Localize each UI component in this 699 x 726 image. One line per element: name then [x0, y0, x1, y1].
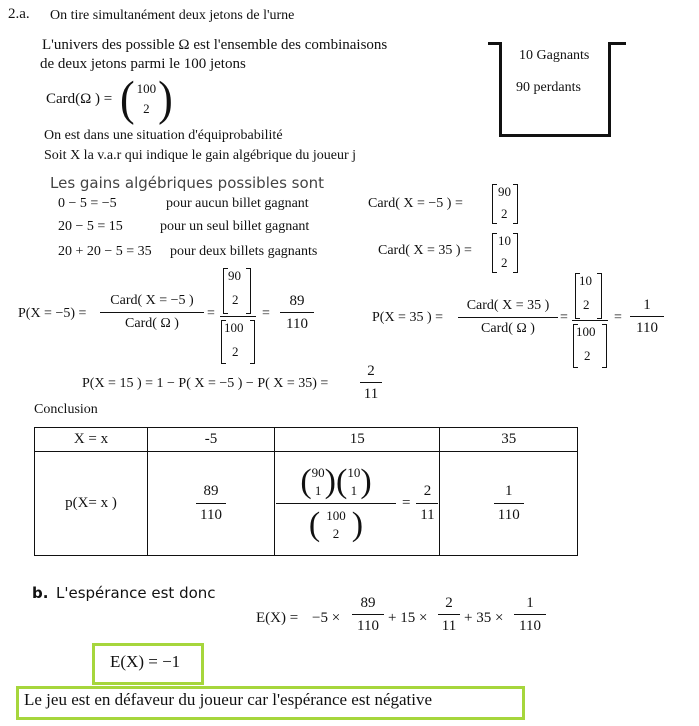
term2-fraction: [438, 594, 460, 635]
term1-fraction: [352, 594, 384, 635]
term2-den: 11: [441, 618, 457, 634]
table-cell-p-15: ( 90 1 ) ( 10 1 ) ( 100 2 ) = 2 11: [275, 452, 440, 556]
prob-m5-lhs: P(X = −5) =: [18, 306, 87, 321]
univers-line-2: de deux jetons parmi le 100 jetons: [40, 56, 246, 72]
gains-heading: Les gains algébriques possibles sont: [50, 174, 325, 192]
prob-m5-b-top-2: 2: [232, 292, 239, 307]
p15-c-top: 100: [326, 508, 346, 523]
prob-m5-eq2: =: [262, 306, 270, 321]
final-conclusion: Le jeu est en défaveur du joueur car l'espérance est négative: [24, 690, 433, 709]
p15-res-num: 2: [423, 483, 432, 499]
gain-row-1-calc: 0 − 5 = −5: [58, 196, 117, 211]
p35-num: 1: [504, 483, 513, 499]
term2-num: 2: [445, 595, 453, 611]
binom-100-2: ( 100 2 ): [120, 71, 173, 126]
term2-prefix: + 15 ×: [388, 610, 428, 626]
card-x-m5-top: 90: [498, 184, 511, 199]
prob-35-result: [630, 296, 664, 337]
table-value-15: 15: [275, 428, 440, 452]
term1-den: 110: [357, 618, 379, 634]
prob-m5-res-den: 110: [286, 316, 308, 332]
table-value-35: 35: [440, 428, 578, 452]
p15-b-bot: 1: [350, 483, 358, 498]
prob-35-res-num: 1: [643, 297, 651, 313]
section-b-text: L'espérance est donc: [56, 584, 216, 602]
p15-res-den: 11: [420, 507, 435, 523]
binom-bottom: 2: [143, 101, 150, 116]
urn-perdants: 90 perdants: [516, 80, 581, 95]
prob-m5-b-bot-2: 2: [232, 344, 239, 359]
prob-m5-den: Card( Ω ): [125, 316, 179, 331]
card-x-35-top: 10: [498, 233, 511, 248]
p15-a-top: 90: [311, 465, 325, 480]
table-prob-row: [35, 452, 578, 556]
table-header-row: [35, 428, 578, 452]
p15-c-bot: 2: [332, 526, 340, 541]
gain-row-2-desc: pour un seul billet gagnant: [160, 219, 310, 234]
prob-35-b-bot-1: 100: [576, 324, 596, 339]
table-value-m5: -5: [148, 428, 275, 452]
p-m5-num: 89: [203, 483, 219, 499]
binom-top: 100: [136, 81, 157, 96]
p15-eq: =: [402, 495, 411, 511]
term1-num: 89: [360, 595, 376, 611]
term3-den: 110: [519, 618, 541, 634]
section-b-label: b.: [32, 584, 49, 602]
card-x-m5-label: Card( X = −5 ) =: [368, 196, 463, 211]
conclusion-label: Conclusion: [34, 402, 98, 417]
prob-m5-b-bot-1: 100: [224, 320, 244, 335]
var-definition: Soit X la v.a.r qui indique le gain algébrique du joueur j: [44, 148, 357, 163]
card-x-35-label: Card( X = 35 ) =: [378, 243, 472, 258]
term1-prefix: −5 ×: [312, 610, 341, 626]
prob-m5-res-num: 89: [289, 293, 305, 309]
prob-35-num: Card( X = 35 ): [466, 298, 550, 313]
gain-row-3-calc: 20 + 20 − 5 = 35: [58, 244, 152, 259]
term3-num: 1: [526, 595, 534, 611]
probability-law-table: [34, 427, 578, 556]
prob-15-res-num: 2: [367, 363, 375, 379]
p15-a-bot: 1: [314, 483, 322, 498]
card-omega-label: Card(Ω ) =: [46, 91, 113, 107]
gain-row-1-desc: pour aucun billet gagnant: [166, 196, 309, 211]
term3-prefix: + 35 ×: [464, 610, 504, 626]
prob-35-b-top-2: 2: [583, 297, 590, 312]
prob-m5-num: Card( X = −5 ): [110, 293, 194, 308]
prob-m5-fraction: [100, 292, 204, 333]
prob-35-eq2: =: [614, 310, 622, 325]
prob-m5-eq1: =: [207, 306, 215, 321]
prob-35-b-bot-2: 2: [584, 348, 591, 363]
card-x-35-bot: 2: [501, 255, 508, 270]
prob-15-expr: P(X = 15 ) = 1 − P( X = −5 ) − P( X = 35) =: [82, 376, 329, 391]
p-m5-den: 110: [200, 507, 222, 523]
table-row-label: p(X= x ): [35, 452, 148, 556]
prob-m5-b-top-1: 90: [228, 268, 241, 283]
prob-15-res-den: 11: [363, 386, 379, 402]
prob-m5-result: [280, 292, 314, 333]
table-header-label: X = x: [35, 428, 148, 452]
table-cell-p-35: [440, 452, 578, 556]
gain-row-3-desc: pour deux billets gagnants: [170, 244, 318, 259]
prob-35-eq1: =: [560, 310, 568, 325]
p35-den: 110: [497, 507, 520, 523]
intro-text: On tire simultanément deux jetons de l'urne: [50, 8, 295, 23]
urn-gagnants: 10 Gagnants: [519, 48, 590, 63]
term3-fraction: [514, 594, 546, 635]
prob-35-b-top-1: 10: [579, 273, 592, 288]
card-x-m5-bot: 2: [501, 206, 508, 221]
equiprob-text: On est dans une situation d'équiprobabilité: [44, 128, 283, 143]
esperance-result: E(X) = −1: [110, 652, 181, 671]
gain-row-2-calc: 20 − 5 = 15: [58, 219, 123, 234]
table-cell-p-m5: [148, 452, 275, 556]
section-a-label: 2.a.: [8, 6, 30, 22]
prob-35-res-den: 110: [636, 320, 658, 336]
esperance-lhs: E(X) =: [256, 610, 299, 626]
prob-35-lhs: P(X = 35 ) =: [372, 310, 444, 325]
univers-line-1: L'univers des possible Ω est l'ensemble des combinaisons: [42, 37, 388, 53]
prob-35-fraction: [458, 297, 558, 338]
prob-35-den: Card( Ω ): [481, 321, 535, 336]
p15-b-top: 10: [347, 465, 361, 480]
prob-15-result: [360, 362, 382, 403]
